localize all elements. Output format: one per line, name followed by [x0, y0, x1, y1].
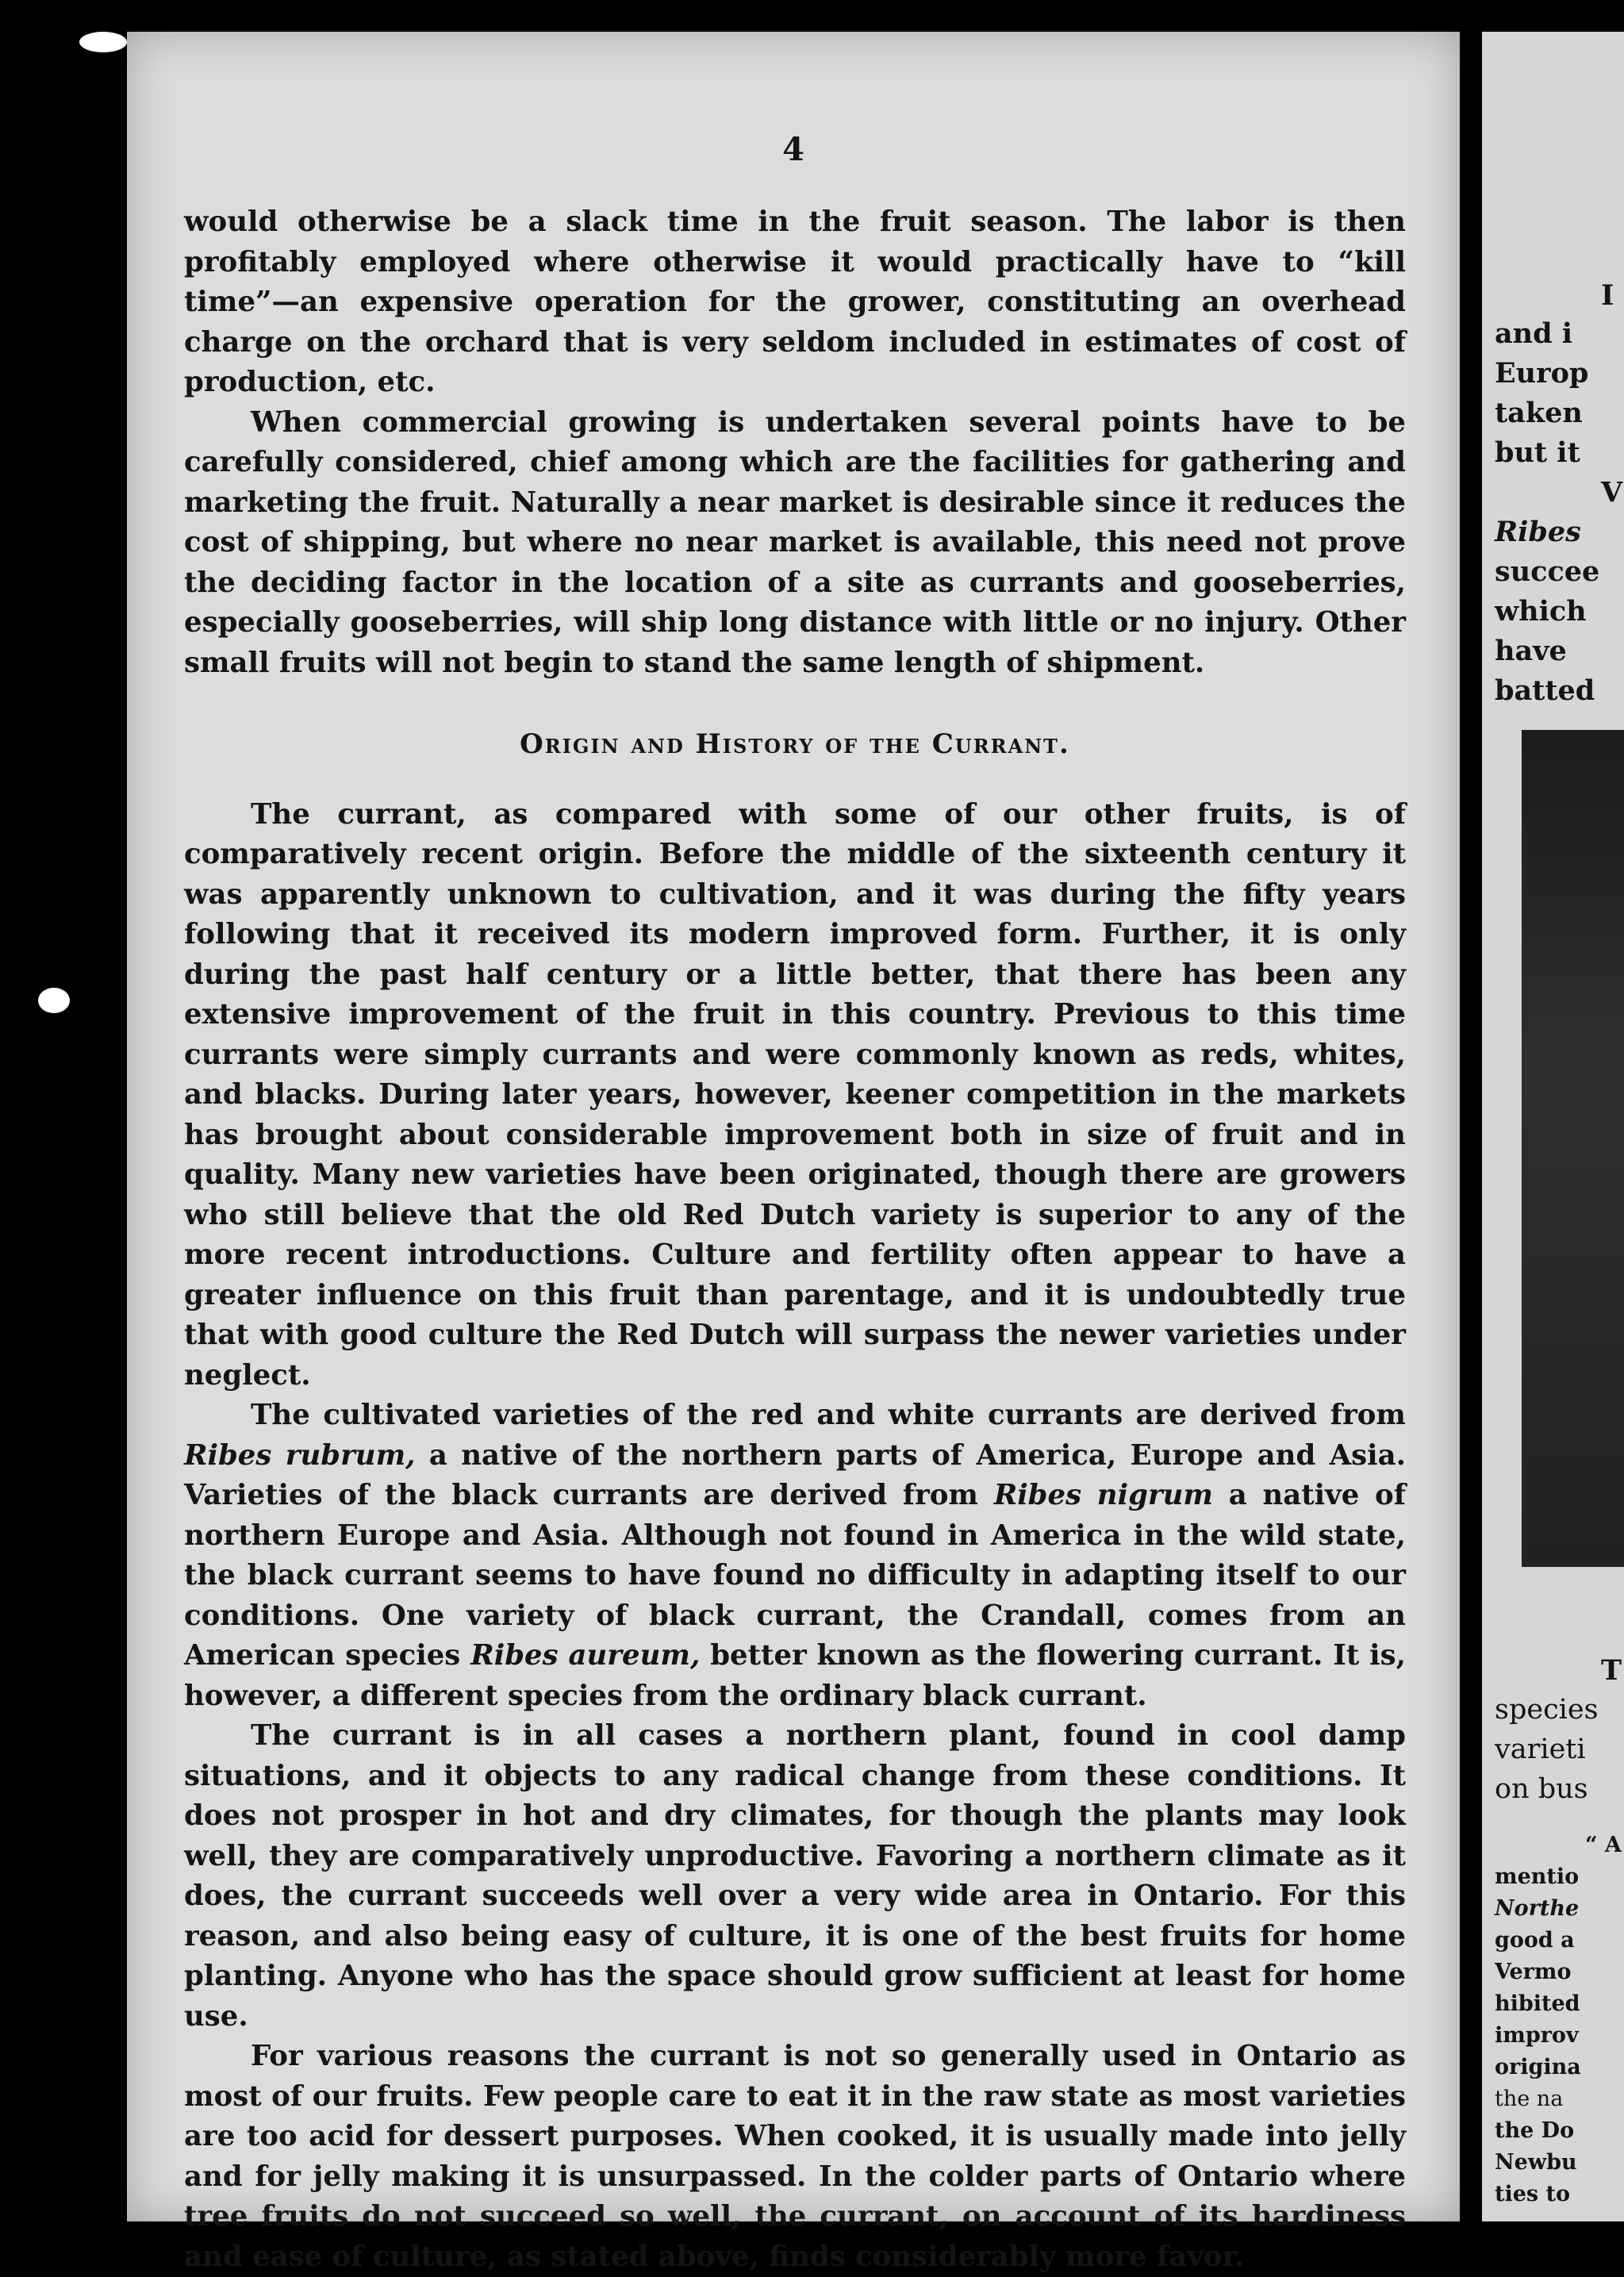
paragraph: For various reasons the currant is not so generally used in Ontario as most of our fruits. Few people care to eat it in the raw state as most varieties are too acid for dessert purposes. When cooked, it is usually made into jelly and for jelly making it is unsurpassed. In the colder parts of Ontario where tree fruits do not succeed so well, the currant, on account of its hardiness and ease of culture, as stated above, finds considerably more favor.: [184, 2040, 1406, 2273]
facing-line: the na: [1495, 2087, 1564, 2111]
facing-line: batted: [1495, 674, 1595, 707]
species-name: Ribes rubrum,: [184, 1438, 416, 1472]
facing-line: I: [1601, 279, 1614, 312]
facing-line: Vermo: [1495, 1960, 1572, 1984]
facing-line: and i: [1495, 317, 1573, 350]
facing-line: the Do: [1495, 2118, 1575, 2143]
facing-line: ties to: [1495, 2182, 1570, 2206]
paragraph: [184, 1396, 1406, 1716]
paragraph: The currant, as compared with some of our other fruits, is of comparatively recent origin. Before the middle of the sixteenth century it was apparently unknown to cultivation, and it was during the fifty years following that it received its modern improved form. Further, it is only during the past half century or a little better, that there has been any extensive improvement of the fruit in this country. Previous to this time currants were simply currants and were commonly known as reds, whites, and blacks. During later years, however, keener competition in the markets has brought about considerable improvement both in size of fruit and in quality. Many new varieties have been originated, though there are growers who still believe that the old Red Dutch variety is superior to any of the more recent introductions. Culture and fertility often appear to have a greater influence on this fruit than parentage, and it is undoubtedly true that with good culture the Red Dutch will surpass the newer varieties under neglect.: [184, 797, 1406, 1392]
section-heading: Origin and History of the Currant.: [520, 728, 1070, 760]
scan-speck: [38, 988, 70, 1013]
facing-page-fragment: [1482, 32, 1624, 2221]
left-page: [127, 32, 1460, 2273]
scan-speck: [79, 32, 127, 52]
facing-line: Northe: [1495, 1896, 1580, 1921]
facing-line: Ribes: [1495, 516, 1581, 548]
facing-line: origina: [1495, 2055, 1581, 2079]
facing-line: taken: [1495, 397, 1583, 429]
facing-line: mentio: [1495, 1864, 1580, 1889]
facing-line: T: [1601, 1654, 1622, 1687]
facing-line: which: [1495, 595, 1587, 628]
facing-line: Europ: [1495, 357, 1589, 390]
facing-line: improv: [1495, 2023, 1579, 2048]
facing-line: species: [1495, 1694, 1599, 1726]
text-run: The cultivated varieties of the red and white currants are derived from: [251, 1399, 1406, 1431]
facing-photograph: [1522, 730, 1624, 1567]
text-run: a native of the northern parts of America, Europe and Asia. Varieties of the black currants are derived from: [184, 1438, 1406, 1511]
paragraph: The currant is in all cases a northern plant, found in cool damp situations, and it objects to any radical change from these conditions. It does not prosper in hot and dry climates, for though the plants may look well, they are comparatively unproductive. Favoring a northern climate as it does, the currant succeeds well over a very wide area in Ontario. For this reason, and also being easy of culture, it is one of the best fruits for home planting. Anyone who has the space should grow sufficient at least for home use.: [184, 1719, 1406, 2033]
facing-line: Newbu: [1495, 2150, 1577, 2175]
species-name: Ribes nigrum: [993, 1479, 1213, 1511]
facing-line: “ A: [1585, 1833, 1622, 1857]
facing-line: good a: [1495, 1928, 1575, 1953]
page-body: [184, 202, 1406, 2277]
paragraph: would otherwise be a slack time in the fruit season. The labor is then profitably employed where otherwise it would practically have to “kill time”—an expensive operation for the grower, constituting an overhead charge on the orchard that is very seldom included in estimates of cost of production, etc.: [184, 205, 1406, 398]
facing-line: succee: [1495, 555, 1600, 588]
facing-line: on bus: [1495, 1773, 1588, 1805]
facing-line: varieti: [1495, 1734, 1586, 1765]
text-run: a native of northern Europe and Asia. Although not found in America in the wild state, the black currant seems to have found no difficulty in adapting itself to our conditions. One variety of black currant, the Crandall, comes from an American species: [184, 1479, 1406, 1672]
facing-line: have: [1495, 635, 1567, 667]
facing-line: but it: [1495, 436, 1580, 469]
text-run: better known as the flowering currant. It is, however, a different species from the ordinary black currant.: [184, 1639, 1406, 1712]
page-number: 4: [782, 131, 804, 168]
paragraph: When commercial growing is undertaken several points have to be carefully considered, chief among which are the facilities for gathering and marketing the fruit. Naturally a near market is desirable since it reduces the cost of shipping, but where no near market is available, this need not prove the deciding factor in the location of a site as currants and gooseberries, especially gooseberries, will ship long distance with little or no injury. Other small fruits will not begin to stand the same length of shipment.: [184, 405, 1406, 679]
facing-line: hibited: [1495, 1991, 1580, 2016]
species-name: Ribes aureum,: [470, 1639, 701, 1672]
facing-line: V: [1601, 476, 1623, 509]
